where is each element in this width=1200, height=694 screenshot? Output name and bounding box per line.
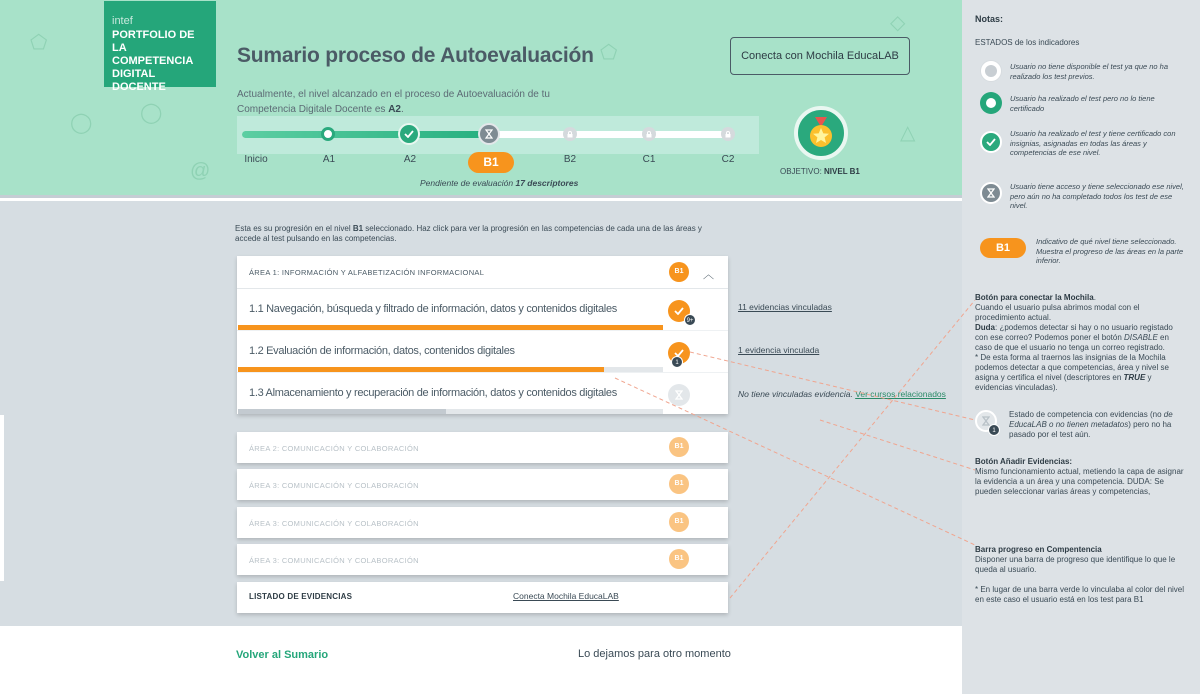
note-heading: Botón para conectar la Mochila xyxy=(975,293,1094,302)
pending-count: 17 descriptores xyxy=(515,178,579,188)
evidence-count-badge: 1 xyxy=(988,424,1000,436)
competency-progress-bar xyxy=(238,409,663,414)
progress-description xyxy=(235,224,705,244)
evidence-list-card xyxy=(237,582,728,613)
lock-icon xyxy=(725,131,731,138)
note-disable-word: DISABLE xyxy=(1123,333,1158,342)
area-card-5[interactable] xyxy=(237,544,728,575)
evidence-note-1-3 xyxy=(738,389,946,399)
hourglass-icon xyxy=(982,416,990,426)
level-label-b2: B2 xyxy=(563,154,577,165)
level-track-fill xyxy=(242,131,486,138)
competency-status[interactable] xyxy=(668,300,694,324)
competency-row-1-3[interactable] xyxy=(237,373,728,415)
chevron-up-icon[interactable]: ︿ xyxy=(703,269,714,281)
hourglass-icon xyxy=(485,129,493,139)
objective-medal xyxy=(794,106,848,160)
intro-text-part: Actualmente, el nivel alcanzado en el proceso de Autoevaluación de tu Competencia Digitale Docente es xyxy=(237,89,550,115)
note-text: Cuando el usuario pulsa abrimos modal con el procedimiento actual. xyxy=(975,303,1140,322)
note-add-evidences xyxy=(975,457,1187,497)
note-true-word: TRUE xyxy=(1123,373,1146,382)
state-text: Usuario ha realizado el test y tiene certificado con insignias, asignadas en todas las áreas y competencias de ese nivel. xyxy=(1010,129,1176,157)
note-text: Disponer una barra de progreso que identifique lo que le queda al usuario. xyxy=(975,555,1176,574)
competency-progress-fill xyxy=(238,325,663,330)
note-text: ) pero no ha pasado por el test aún. xyxy=(1009,420,1172,439)
evidence-mochila-link[interactable]: Conecta Mochila EducaLAB xyxy=(513,591,619,601)
area-level-badge: B1 xyxy=(669,437,689,457)
level-label-c2: C2 xyxy=(721,154,735,165)
area-title: ÁREA 2: COMUNICACIÓN Y COLABORACIÓN xyxy=(249,444,419,453)
objective-prefix: OBJETIVO: xyxy=(780,167,825,176)
note-heading: Botón Añadir Evidencias: xyxy=(975,457,1073,466)
notes-states-title: ESTADOS de los indicadores xyxy=(975,38,1080,47)
area-title: ÁREA 3: COMUNICACIÓN Y COLABORACIÓN xyxy=(249,556,419,565)
competency-progress-fill xyxy=(238,409,446,414)
level-label-c1: C1 xyxy=(642,154,656,165)
state-text: Usuario no tiene disponible el test ya que no ha realizado los test previos. xyxy=(1010,62,1169,81)
logo-title: PORTFOLIO DE LA COMPETENCIA DIGITAL DOCENTE xyxy=(112,29,195,93)
area-title: ÁREA 3: COMUNICACIÓN Y COLABORACIÓN xyxy=(249,481,419,490)
selected-level-pill[interactable]: B1 xyxy=(468,152,514,173)
competency-row-1-2[interactable] xyxy=(237,331,728,373)
back-to-summary-link[interactable]: Volver al Sumario xyxy=(236,649,329,661)
ring-circle-icon xyxy=(980,92,1002,114)
level-pill-sample: B1 xyxy=(980,238,1026,258)
level-node-c2 xyxy=(721,127,735,141)
state-text: Usuario tiene acceso y tiene seleccionado ese nivel, pero aún no ha completado todos los test de ese nivel. xyxy=(1010,182,1184,210)
objective-label xyxy=(780,167,860,176)
evidence-link-1-1[interactable]: 11 evidencias vinculadas xyxy=(738,302,832,312)
empty-circle-icon xyxy=(980,60,1002,82)
check-icon xyxy=(674,307,684,315)
note-text: * De esta forma al traernos las insignias de la Mochila podemos detectar a que competencias, área y nivel se asigna y certifica el nivel (descriptores en xyxy=(975,353,1169,382)
decor-icon: ⬠ xyxy=(30,32,48,54)
competency-progress-bar xyxy=(238,325,663,330)
note-text: y evidencias vinculadas). xyxy=(975,373,1152,392)
decor-icon: ◇ xyxy=(890,12,906,34)
level-label-a2: A2 xyxy=(403,154,417,165)
evidence-count-badge: 9+ xyxy=(684,314,696,326)
evidence-note-text: No tiene vinculadas evidencia. xyxy=(738,389,856,399)
note-text: Estado de competencia con evidencias (no xyxy=(1009,410,1164,419)
state-text xyxy=(1009,410,1184,440)
note-text: * En lugar de una barra verde lo vinculaba al color del nivel en este caso el usuario está en los test para B1 xyxy=(975,585,1185,604)
intro-text-end: . xyxy=(401,104,404,115)
hourglass-circle-icon xyxy=(980,182,1002,204)
check-circle-icon xyxy=(980,131,1002,153)
level-label-inicio: Inicio xyxy=(244,154,268,165)
intro-text xyxy=(237,87,577,117)
state-text: Usuario ha realizado el test pero no lo tiene certificado xyxy=(1010,94,1155,113)
note-mochila: Botón para conectar la Mochila. Cuando el usuario pulsa abrimos modal con el procedimiento actual. Duda: ¿podemos detectar si hay o no usuario registado con ese correo? Podemos poner el botón DISABLE en caso de que el usuario no tenga un correo registrado. * De esta forma al traernos las insignias de la Mochila podemos detectar a que competencias, área y nivel se asigna y certifica el nivel (descriptores en TRUE y evidencias vinculadas). xyxy=(975,293,1173,392)
competency-name: 1.3 Almacenamiento y recuperación de información, datos y contenidos digitales xyxy=(249,387,617,399)
competency-name: 1.2 Evaluación de información, datos, contenidos digitales xyxy=(249,345,515,357)
progress-text-part: Esta es su progresión en el nivel xyxy=(235,224,353,233)
level-label-a1: A1 xyxy=(322,154,336,165)
competency-name: 1.1 Navegación, búsqueda y filtrado de información, datos y contenidos digitales xyxy=(249,303,617,315)
area-level-badge: B1 xyxy=(669,549,689,569)
page-title: Sumario proceso de Autoevaluación xyxy=(237,44,594,67)
hourglass-icon xyxy=(675,390,683,400)
note-progress-bar xyxy=(975,545,1187,605)
competency-row-1-1[interactable] xyxy=(237,289,728,331)
lock-icon xyxy=(567,131,573,138)
related-courses-link[interactable]: Ver cursos relacionados xyxy=(855,389,946,399)
evidence-link-1-2[interactable]: 1 evidencia vinculada xyxy=(738,345,820,355)
intro-level: A2 xyxy=(388,104,401,115)
area-header-1[interactable] xyxy=(237,256,728,289)
level-node-b2 xyxy=(563,127,577,141)
note-text: : ¿podemos detectar si hay o no usuario registado con ese correo? Podemos poner el botón xyxy=(975,323,1173,342)
later-link[interactable]: Lo dejamos para otro momento xyxy=(578,648,731,660)
competency-status[interactable] xyxy=(668,384,690,406)
competency-progress-fill xyxy=(238,367,604,372)
hourglass-badge-icon xyxy=(975,410,997,432)
pending-evaluation xyxy=(420,178,578,188)
objective-level: NIVEL B1 xyxy=(824,167,860,176)
area-title: ÁREA 1: INFORMACIÓN Y ALFABETIZACIÓN INFORMACIONAL xyxy=(249,268,485,277)
decor-icon: ◯ xyxy=(140,102,163,124)
pending-prefix: Pendiente de evaluación xyxy=(420,178,516,188)
check-icon xyxy=(986,138,996,146)
notes-title: Notas: xyxy=(975,14,1004,24)
logo-brand: intef xyxy=(112,15,133,27)
level-node-c1 xyxy=(642,127,656,141)
evidence-count-badge: 1 xyxy=(671,356,683,368)
note-heading: Barra progreso en Compentencia xyxy=(975,545,1102,554)
divider xyxy=(0,415,4,581)
area-card-1 xyxy=(237,256,728,414)
hourglass-icon xyxy=(987,188,995,198)
check-icon xyxy=(404,130,414,138)
area-card-4[interactable] xyxy=(237,507,728,538)
area-card-2[interactable] xyxy=(237,432,728,463)
note-text: en caso de que el usuario no tenga un correo registrado. xyxy=(975,333,1169,352)
area-level-badge: B1 xyxy=(669,474,689,494)
notes-panel xyxy=(962,0,1200,694)
decor-icon: ⬠ xyxy=(600,42,618,64)
lock-icon xyxy=(646,131,652,138)
area-card-3[interactable] xyxy=(237,469,728,500)
level-node-a1[interactable] xyxy=(321,127,335,141)
connect-mochila-button[interactable]: Conecta con Mochila EducaLAB xyxy=(730,37,910,75)
progress-text-part: seleccionado. Haz click para ver la progresión en las competencias de cada una de las áreas y accede al test pulsando en las competencias. xyxy=(235,224,702,243)
logo[interactable] xyxy=(104,1,216,93)
state-text: Indicativo de qué nivel tiene seleccionado. Muestra el progreso de las áreas en la parte inferior. xyxy=(1036,237,1184,265)
star-medal-icon xyxy=(806,117,836,149)
competency-progress-bar xyxy=(238,367,663,372)
evidence-list-title: LISTADO DE EVIDENCIAS xyxy=(249,592,353,601)
decor-icon: △ xyxy=(900,122,916,144)
area-level-badge: B1 xyxy=(669,512,689,532)
note-duda-label: Duda xyxy=(975,323,995,332)
decor-icon: @ xyxy=(190,160,211,182)
level-node-b1[interactable] xyxy=(478,123,500,145)
area-title: ÁREA 3: COMUNICACIÓN Y COLABORACIÓN xyxy=(249,519,419,528)
area-level-badge: B1 xyxy=(669,262,689,282)
note-text: Mismo funcionamiento actual, metiendo la capa de asignar la evidencia a un área y una competencia. DUDA: Se pueden seleccionar varias áreas y competencias, xyxy=(975,467,1184,496)
progress-level: B1 xyxy=(352,224,364,233)
note-text: de EducaLAB o no tienen metadatos xyxy=(1009,410,1173,429)
competency-status[interactable] xyxy=(668,342,690,364)
level-node-a2[interactable] xyxy=(398,123,420,145)
decor-icon: ◯ xyxy=(70,112,93,134)
